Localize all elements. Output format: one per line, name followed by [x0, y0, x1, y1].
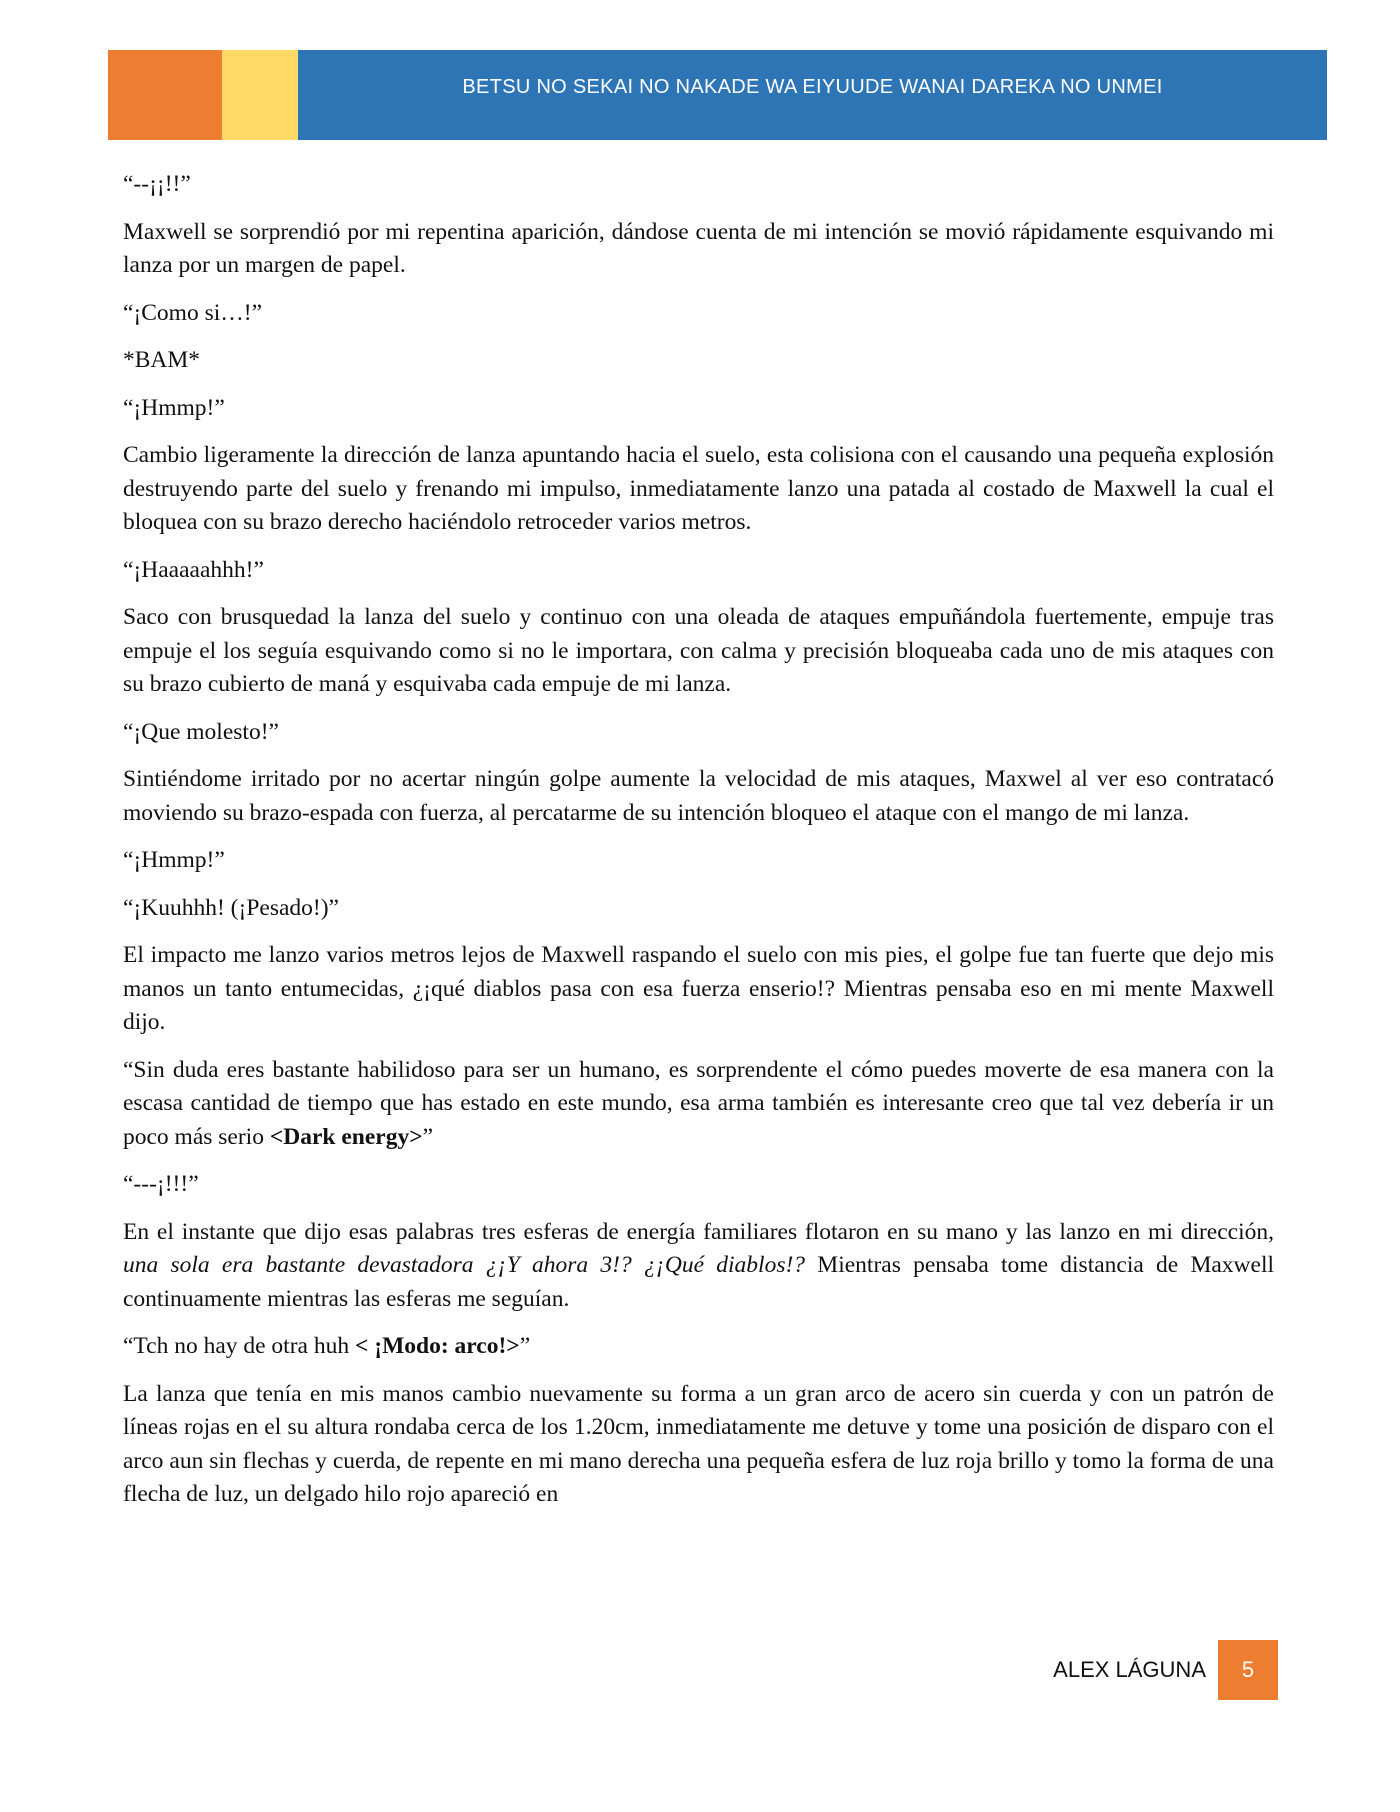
header-yellow-block [222, 50, 298, 140]
paragraph-7: “¡Haaaaahhh!” [123, 556, 264, 583]
paragraph-14 [123, 1054, 1274, 1155]
paragraph-9: “¡Que molesto!” [123, 718, 279, 745]
paragraph-16-end: Mientras pensaba tome distancia de Maxwell continuamente mientras las esferas me seguían. [123, 1252, 1274, 1312]
paragraph-17-text: “Tch no hay de otra huh [123, 1333, 355, 1359]
paragraph-11: “¡Hmmp!” [123, 847, 225, 873]
paragraph-14-text: “Sin duda eres bastante habilidoso para ser un humano, es sorprendente el cómo puedes moverte de esa manera con la escasa cantidad de tiempo que has estado en este mundo, esa arma también es interesante creo que tal vez debería ir un poco más serio [123, 1056, 1274, 1150]
paragraph-14-end: ” [422, 1123, 434, 1150]
page-number: 5 [1241, 1657, 1255, 1682]
paragraph-3: “¡Como si…!” [123, 299, 263, 326]
paragraph-1: “--¡¡!!” [123, 171, 191, 197]
paragraph-12: “¡Kuuhhh! (¡Pesado!)” [123, 894, 339, 921]
paragraph-16 [123, 1216, 1274, 1317]
paragraph-15: “---¡!!!” [123, 1171, 199, 1197]
paragraph-6: Cambio ligeramente la dirección de lanza apuntando hacia el suelo, esta colisiona con el causando una pequeña explosión destruyendo parte del suelo y frenando mi impulso, inmediatamente lanzo una patada al costado de Maxwell la cual el bloquea con su brazo derecho haciéndolo retroceder varios metros. [123, 442, 1274, 535]
page-number-box [1218, 1640, 1278, 1700]
header-orange-block [108, 50, 222, 140]
footer-author: ALEX LÁGUNA [1053, 1657, 1206, 1682]
header-title: BETSU NO SEKAI NO NAKADE WA EIYUUDE WANAI DAREKA NO UNMEI [462, 75, 1163, 98]
paragraph-8: Saco con brusquedad la lanza del suelo y continuo con una oleada de ataques empuñándola fuertemente, empuje tras empuje el los seguía esquivando como si no le importara, con calma y precisión bloqueaba cada uno de mis ataques con su brazo cubierto de maná y esquivaba cada empuje de mi lanza. [123, 604, 1274, 697]
paragraph-5: “¡Hmmp!” [123, 394, 225, 421]
paragraph-16-italic: una sola era bastante devastadora ¿¡Y ahora 3!? ¿¡Qué diablos!? [123, 1252, 806, 1278]
paragraph-4: *BAM* [123, 347, 201, 373]
header-title-bar [298, 50, 1327, 140]
page-body [123, 168, 1274, 1526]
page-header [108, 50, 1327, 140]
paragraph-16-text: En el instante que dijo esas palabras tres esferas de energía familiares flotaron en su mano y las lanzo en mi dirección, [123, 1218, 1274, 1245]
paragraph-17-end: ” [519, 1333, 531, 1359]
paragraph-10: Sintiéndome irritado por no acertar ningún golpe aumente la velocidad de mis ataques, Maxwel al ver eso contratacó moviendo su brazo-espada con fuerza, al percatarme de su intención bloqueo el ataque con el mango de mi lanza. [123, 766, 1274, 826]
paragraph-14-bold: <Dark energy> [269, 1123, 423, 1150]
paragraph-13: El impacto me lanzo varios metros lejos de Maxwell raspando el suelo con mis pies, el golpe fue tan fuerte que dejo mis manos un tanto entumecidas, ¿¡qué diablos pasa con esa fuerza enserio!? Mientras pensaba eso en mi mente Maxwell dijo. [123, 942, 1274, 1035]
paragraph-18: La lanza que tenía en mis manos cambio nuevamente su forma a un gran arco de acero sin cuerda y con un patrón de líneas rojas en el su altura rondaba cerca de los 1.20cm, inmediatamente me detuve y tome una posición de disparo con el arco aun sin flechas y cuerda, de repente en mi mano derecha una pequeña esfera de luz roja brillo y tomo la forma de una flecha de luz, un delgado hilo rojo apareció en [123, 1380, 1274, 1507]
page-footer [1053, 1640, 1278, 1700]
paragraph-17 [123, 1330, 1274, 1364]
paragraph-2: Maxwell se sorprendió por mi repentina aparición, dándose cuenta de mi intención se movió rápidamente esquivando mi lanza por un margen de papel. [123, 218, 1274, 278]
paragraph-17-bold: < ¡Modo: arco!> [354, 1333, 520, 1359]
